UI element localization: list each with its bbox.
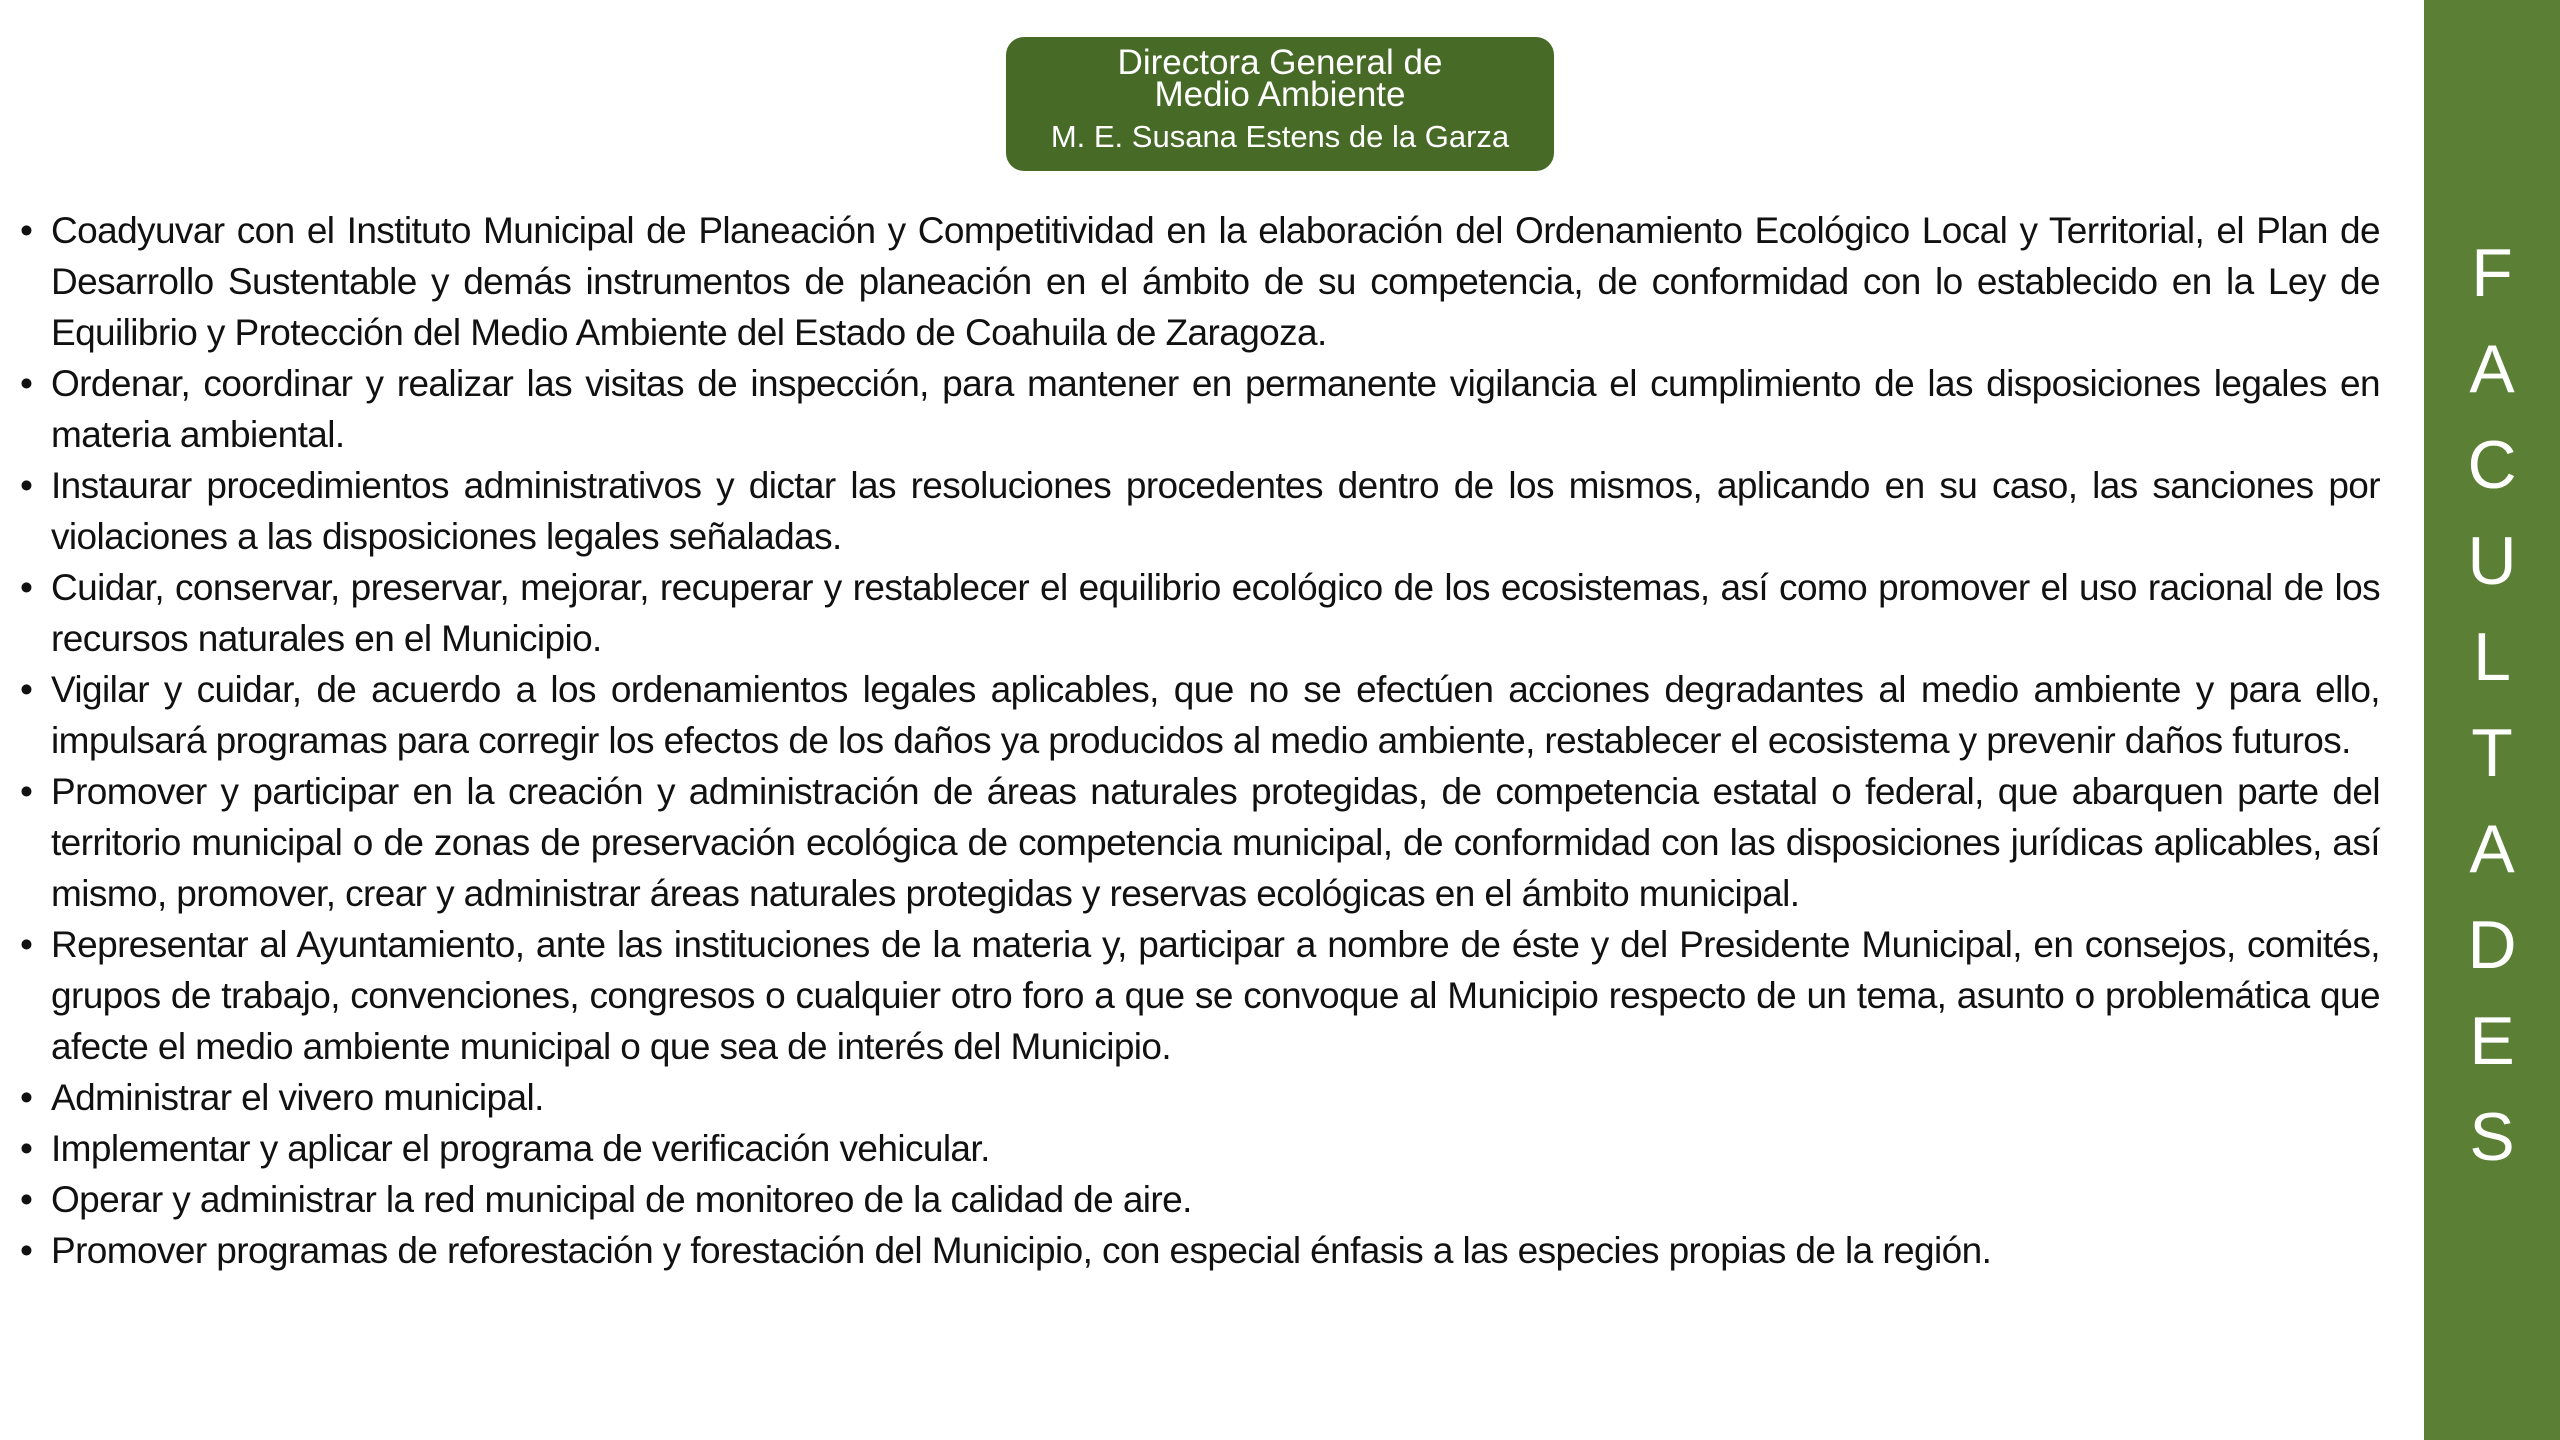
- list-item-text: Administrar el vivero municipal.: [51, 1077, 544, 1118]
- bullet-icon: •: [20, 924, 33, 965]
- sidebar-letter: A: [2469, 811, 2515, 887]
- sidebar-letter: S: [2469, 1099, 2515, 1175]
- title-line-2: Medio Ambiente: [1154, 75, 1406, 114]
- sidebar-letter: T: [2471, 715, 2513, 791]
- list-item-text: Coadyuvar con el Instituto Municipal de Planeación y Competitividad en la elaboración del Ordenamiento Ecológico Local y Territorial, el Plan de Desarrollo Sustentable y demás instrumentos de planeación en el ámbito de su competencia, de conformidad con lo establecido en la Ley de Equilibrio y Protección del Medio Ambiente del Estado de Coahuila de Zaragoza.: [51, 210, 2380, 353]
- bullet-icon: •: [20, 210, 33, 251]
- director-name: M. E. Susana Estens de la Garza: [1050, 119, 1510, 154]
- bullet-icon: •: [20, 363, 33, 404]
- sidebar-letter: E: [2469, 1003, 2515, 1079]
- sidebar-letter: U: [2467, 523, 2517, 599]
- list-item-text: Operar y administrar la red municipal de monitoreo de la calidad de aire.: [51, 1179, 1192, 1220]
- list-item: [20, 766, 2380, 919]
- sidebar-letter: C: [2467, 427, 2517, 503]
- bullet-icon: •: [20, 1077, 33, 1118]
- bullet-icon: •: [20, 771, 33, 812]
- sidebar-facultades: [2424, 0, 2560, 1440]
- list-item-text: Instaurar procedimientos administrativos y dictar las resoluciones procedentes dentro de los mismos, aplicando en su caso, las sanciones por violaciones a las disposiciones legales señaladas.: [51, 465, 2380, 557]
- bullet-icon: •: [20, 1230, 33, 1271]
- list-item: [20, 919, 2380, 1072]
- bullet-icon: •: [20, 669, 33, 710]
- bullet-icon: •: [20, 567, 33, 608]
- sidebar-letter: L: [2473, 619, 2511, 695]
- list-item: [20, 664, 2380, 766]
- bullet-icon: •: [20, 465, 33, 506]
- list-item: [20, 1225, 2380, 1276]
- list-item: [20, 205, 2380, 358]
- bullet-icon: •: [20, 1128, 33, 1169]
- list-item-text: Implementar y aplicar el programa de verificación vehicular.: [51, 1128, 990, 1169]
- sidebar-letter: F: [2471, 235, 2513, 311]
- list-item-text: Ordenar, coordinar y realizar las visitas de inspección, para mantener en permanente vigilancia el cumplimiento de las disposiciones legales en materia ambiental.: [51, 363, 2380, 455]
- sidebar-letter: D: [2467, 907, 2517, 983]
- list-item: [20, 358, 2380, 460]
- list-item: [20, 1072, 2380, 1123]
- list-item-text: Representar al Ayuntamiento, ante las instituciones de la materia y, participar a nombre de éste y del Presidente Municipal, en consejos, comités, grupos de trabajo, convenciones, congresos o cualquier otro foro a que se convoque al Municipio respecto de un tema, asunto o problemática que afecte el medio ambiente municipal o que sea de interés del Municipio.: [51, 924, 2380, 1067]
- list-item: [20, 1123, 2380, 1174]
- list-item: [20, 460, 2380, 562]
- duties-list: [20, 205, 2380, 1276]
- list-item-text: Cuidar, conservar, preservar, mejorar, recuperar y restablecer el equilibrio ecológico de los ecosistemas, así como promover el uso racional de los recursos naturales en el Municipio.: [51, 567, 2380, 659]
- sidebar-letter: A: [2469, 331, 2515, 407]
- list-item-text: Promover y participar en la creación y administración de áreas naturales protegidas, de competencia estatal o federal, que abarquen parte del territorio municipal o de zonas de preservación ecológica de competencia municipal, de conformidad con las disposiciones jurídicas aplicables, así mismo, promover, crear y administrar áreas naturales protegidas y reservas ecológicas en el ámbito municipal.: [51, 771, 2380, 914]
- title-box: [1006, 37, 1554, 171]
- list-item-text: Promover programas de reforestación y forestación del Municipio, con especial énfasis a las especies propias de la región.: [51, 1230, 1992, 1271]
- list-item: [20, 562, 2380, 664]
- list-item: [20, 1174, 2380, 1225]
- title-line-1: Directora General de: [1117, 43, 1443, 82]
- list-item-text: Vigilar y cuidar, de acuerdo a los ordenamientos legales aplicables, que no se efectúen acciones degradantes al medio ambiente y para ello, impulsará programas para corregir los efectos de los daños ya producidos al medio ambiente, restablecer el ecosistema y prevenir daños futuros.: [51, 669, 2380, 761]
- bullet-icon: •: [20, 1179, 33, 1220]
